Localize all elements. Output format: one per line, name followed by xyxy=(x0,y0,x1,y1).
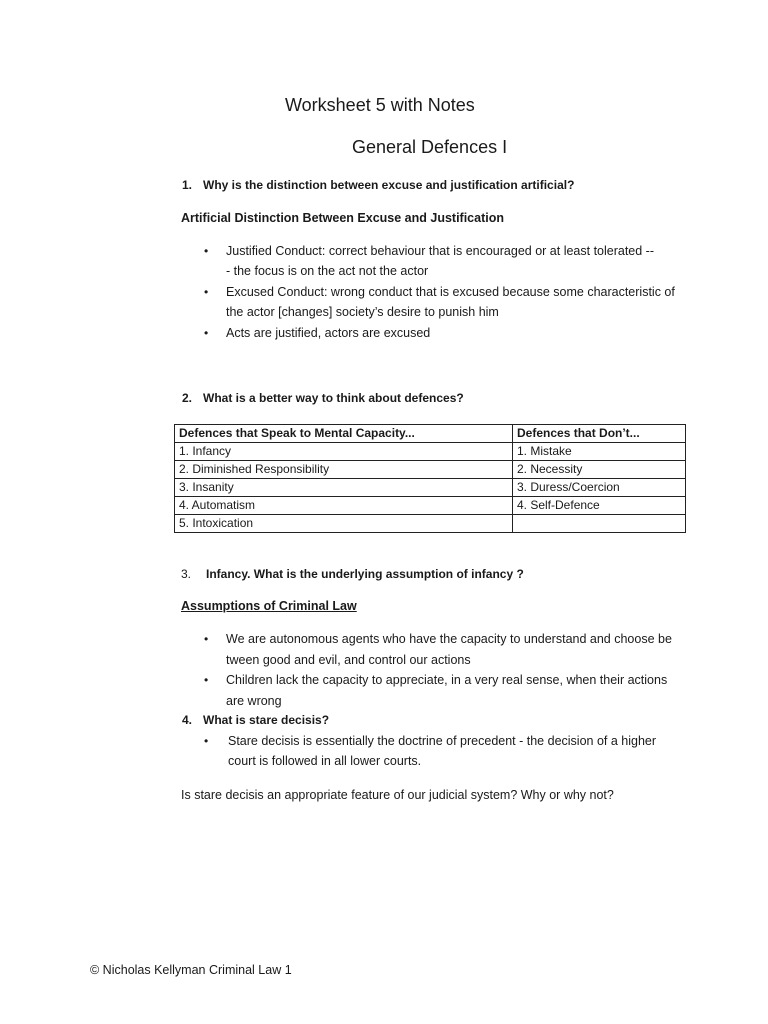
table-row xyxy=(175,479,686,497)
bullet-marker: • xyxy=(204,734,209,748)
table-cell: 3. Insanity xyxy=(175,479,513,497)
bullet-marker: • xyxy=(204,326,209,340)
page-footer: © Nicholas Kellyman Criminal Law 1 xyxy=(90,963,292,977)
table-cell: 3. Duress/Coercion xyxy=(513,479,686,497)
table-row xyxy=(175,515,686,533)
bullet-marker: • xyxy=(204,673,209,687)
discussion-question: Is stare decisis an appropriate feature of our judicial system? Why or why not? xyxy=(181,788,614,802)
bullet-1-line-2: - the focus is on the act not the actor xyxy=(226,264,429,278)
bullet-2-line-2: the actor [changes] society’s desire to punish him xyxy=(226,305,499,319)
table-cell xyxy=(513,515,686,533)
table-cell: 4. Automatism xyxy=(175,497,513,515)
document-subtitle: General Defences I xyxy=(352,137,508,157)
table-cell: 1. Infancy xyxy=(175,443,513,461)
table-row xyxy=(175,443,686,461)
defences-table xyxy=(174,424,686,533)
column-header-mental-capacity: Defences that Speak to Mental Capacity... xyxy=(175,425,513,443)
table-row xyxy=(175,461,686,479)
bullet-1-line-2: court is followed in all lower courts. xyxy=(228,754,422,768)
question-2-number: 2. xyxy=(182,391,193,405)
table-cell: 2. Necessity xyxy=(513,461,686,479)
table-header-row xyxy=(175,425,686,443)
question-2-text: What is a better way to think about defences? xyxy=(203,391,464,405)
bullet-marker: • xyxy=(204,244,209,258)
question-1-text: Why is the distinction between excuse and justification artificial? xyxy=(203,178,575,192)
table-cell: 1. Mistake xyxy=(513,443,686,461)
bullet-1-line-2: tween good and evil, and control our actions xyxy=(226,653,471,667)
section-heading-assumptions: Assumptions of Criminal Law xyxy=(181,599,357,613)
question-3-text: Infancy. What is the underlying assumption of infancy ? xyxy=(206,567,524,581)
section-heading-artificial-distinction: Artificial Distinction Between Excuse and Justification xyxy=(181,211,504,225)
question-4-number: 4. xyxy=(182,713,193,727)
document-title: Worksheet 5 with Notes xyxy=(285,95,475,115)
bullet-2-line-1: Children lack the capacity to appreciate, in a very real sense, when their actions xyxy=(226,673,668,687)
bullet-1-line-1: We are autonomous agents who have the capacity to understand and choose be xyxy=(226,632,672,646)
question-4-text: What is stare decisis? xyxy=(203,713,330,727)
table-cell: 4. Self-Defence xyxy=(513,497,686,515)
table-row xyxy=(175,497,686,515)
bullet-marker: • xyxy=(204,285,209,299)
question-1-number: 1. xyxy=(182,178,193,192)
bullet-1-line-1: Justified Conduct: correct behaviour that is encouraged or at least tolerated -- xyxy=(226,244,655,258)
table-cell: 5. Intoxication xyxy=(175,515,513,533)
question-3-number: 3. xyxy=(181,567,192,581)
bullet-2-line-2: are wrong xyxy=(226,694,282,708)
bullet-1-line-1: Stare decisis is essentially the doctrine of precedent - the decision of a higher xyxy=(228,734,657,748)
bullet-3-line-1: Acts are justified, actors are excused xyxy=(226,326,431,340)
bullet-2-line-1: Excused Conduct: wrong conduct that is excused because some characteristic of xyxy=(226,285,675,299)
bullet-marker: • xyxy=(204,632,209,646)
table-cell: 2. Diminished Responsibility xyxy=(175,461,513,479)
column-header-other-defences: Defences that Don’t... xyxy=(513,425,686,443)
